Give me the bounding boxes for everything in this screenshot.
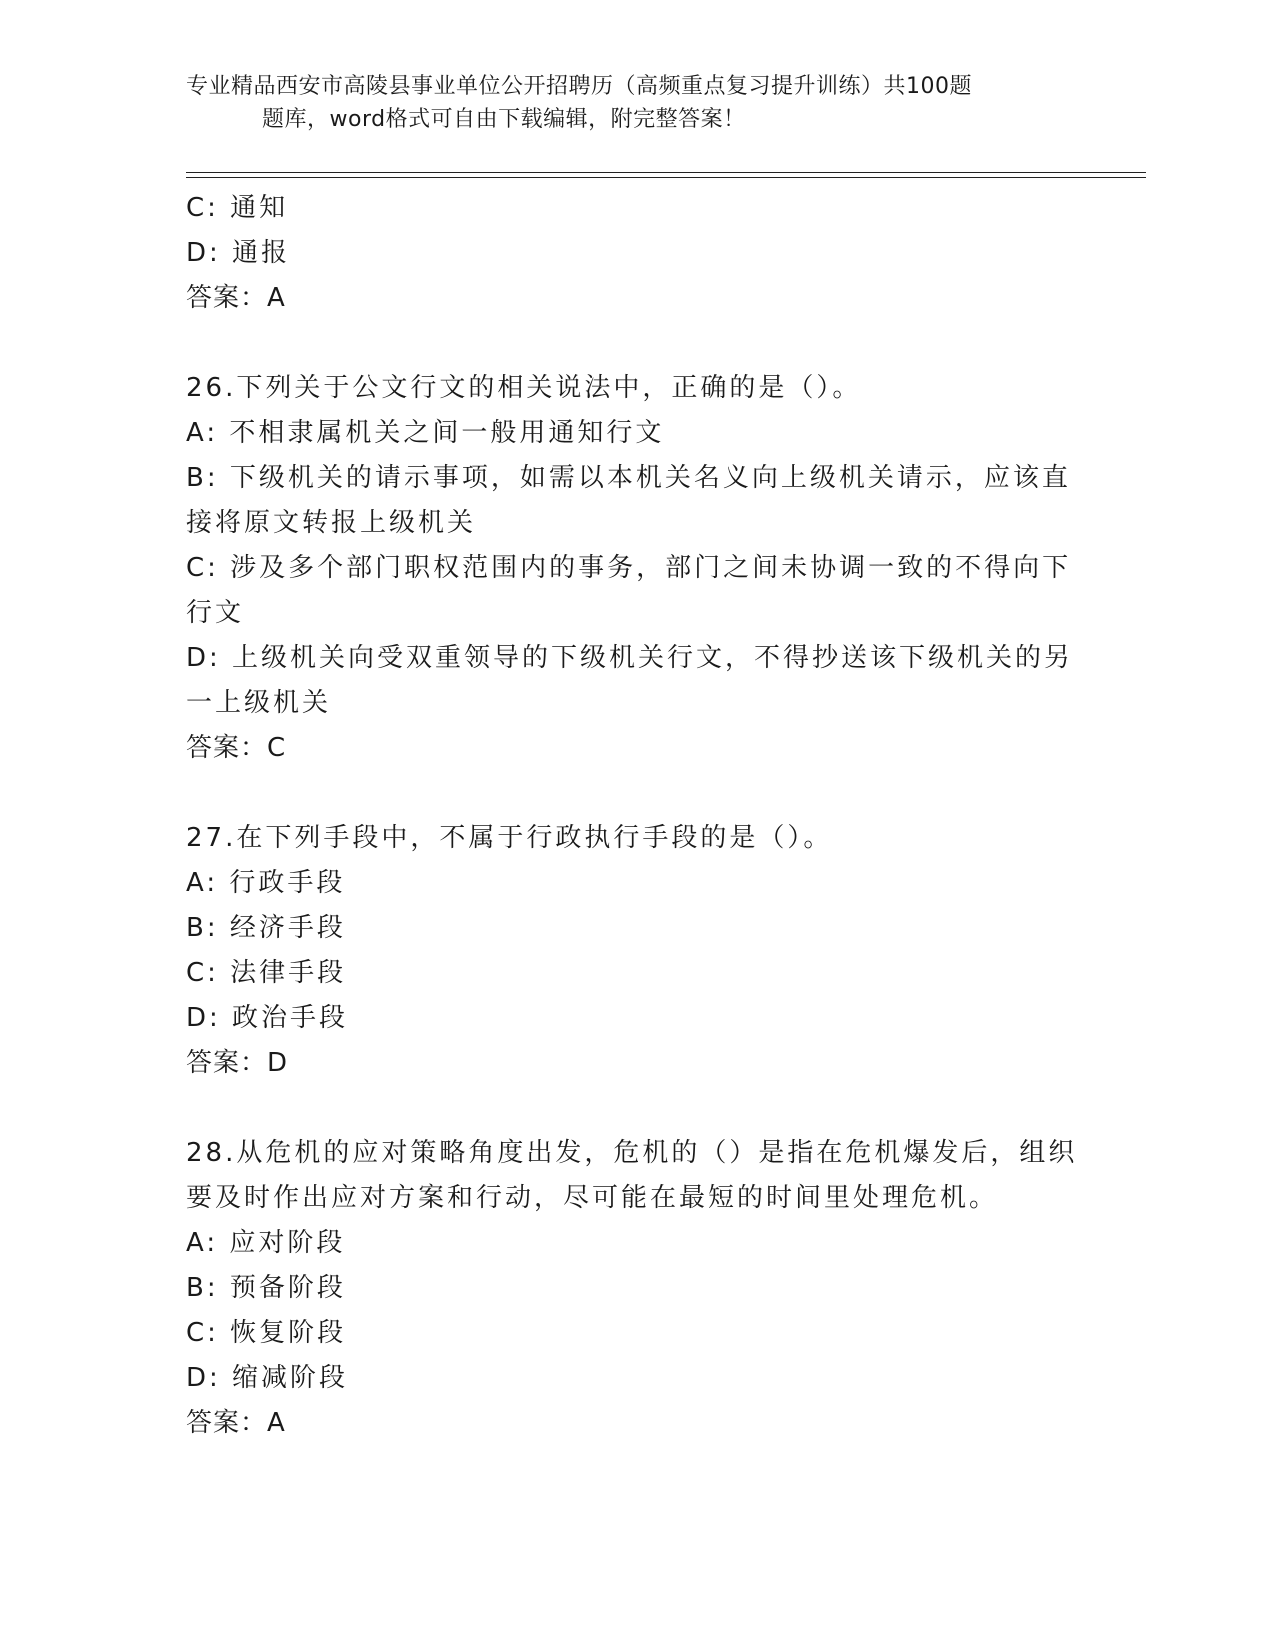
option-a: A: 不相隶属机关之间一般用通知行文 (186, 418, 665, 448)
option-c: C: 恢复阶段 (186, 1318, 347, 1348)
question-stem: 26.下列关于公文行文的相关说法中，正确的是（）。 (186, 373, 862, 403)
option-a: A: 应对阶段 (186, 1228, 346, 1258)
document-header (186, 70, 1066, 136)
question-stem-continued: 要及时作出应对方案和行动，尽可能在最短的时间里处理危机。 (186, 1183, 999, 1213)
option-c: C: 通知 (186, 193, 289, 223)
header-rule-top (186, 172, 1146, 173)
header-rule-bottom (186, 177, 1146, 178)
option-d: D: 缩减阶段 (186, 1363, 349, 1393)
answer: 答案：A (186, 1408, 286, 1438)
question-26 (186, 366, 1074, 771)
question-list (186, 186, 1078, 1446)
question-28 (186, 1131, 1078, 1446)
option-c-continued: 行文 (186, 598, 245, 628)
answer: 答案：A (186, 283, 286, 313)
answer: 答案：C (186, 733, 287, 763)
header-line-2: 题库，word格式可自由下载编辑，附完整答案！ (262, 107, 746, 132)
answer: 答案：D (186, 1048, 289, 1078)
option-d: D: 政治手段 (186, 1003, 349, 1033)
option-b: B: 经济手段 (186, 913, 346, 943)
prev-question-tail (186, 186, 1066, 321)
option-b: B: 预备阶段 (186, 1273, 346, 1303)
question-stem: 28.从危机的应对策略角度出发，危机的（）是指在危机爆发后，组织 (186, 1138, 1078, 1168)
question-27 (186, 816, 1066, 1086)
option-d: D: 上级机关向受双重领导的下级机关行文，不得抄送该下级机关的另 (186, 643, 1074, 673)
option-a: A: 行政手段 (186, 868, 346, 898)
option-b: B: 下级机关的请示事项，如需以本机关名义向上级机关请示，应该直 (186, 463, 1071, 493)
option-d-continued: 一上级机关 (186, 688, 332, 718)
option-b-continued: 接将原文转报上级机关 (186, 508, 477, 538)
option-c: C: 涉及多个部门职权范围内的事务，部门之间未协调一致的不得向下 (186, 553, 1072, 583)
option-d: D: 通报 (186, 238, 291, 268)
question-stem: 27.在下列手段中，不属于行政执行手段的是（）。 (186, 823, 833, 853)
option-c: C: 法律手段 (186, 958, 347, 988)
header-line-1: 专业精品西安市高陵县事业单位公开招聘历（高频重点复习提升训练）共100题 (186, 74, 972, 99)
